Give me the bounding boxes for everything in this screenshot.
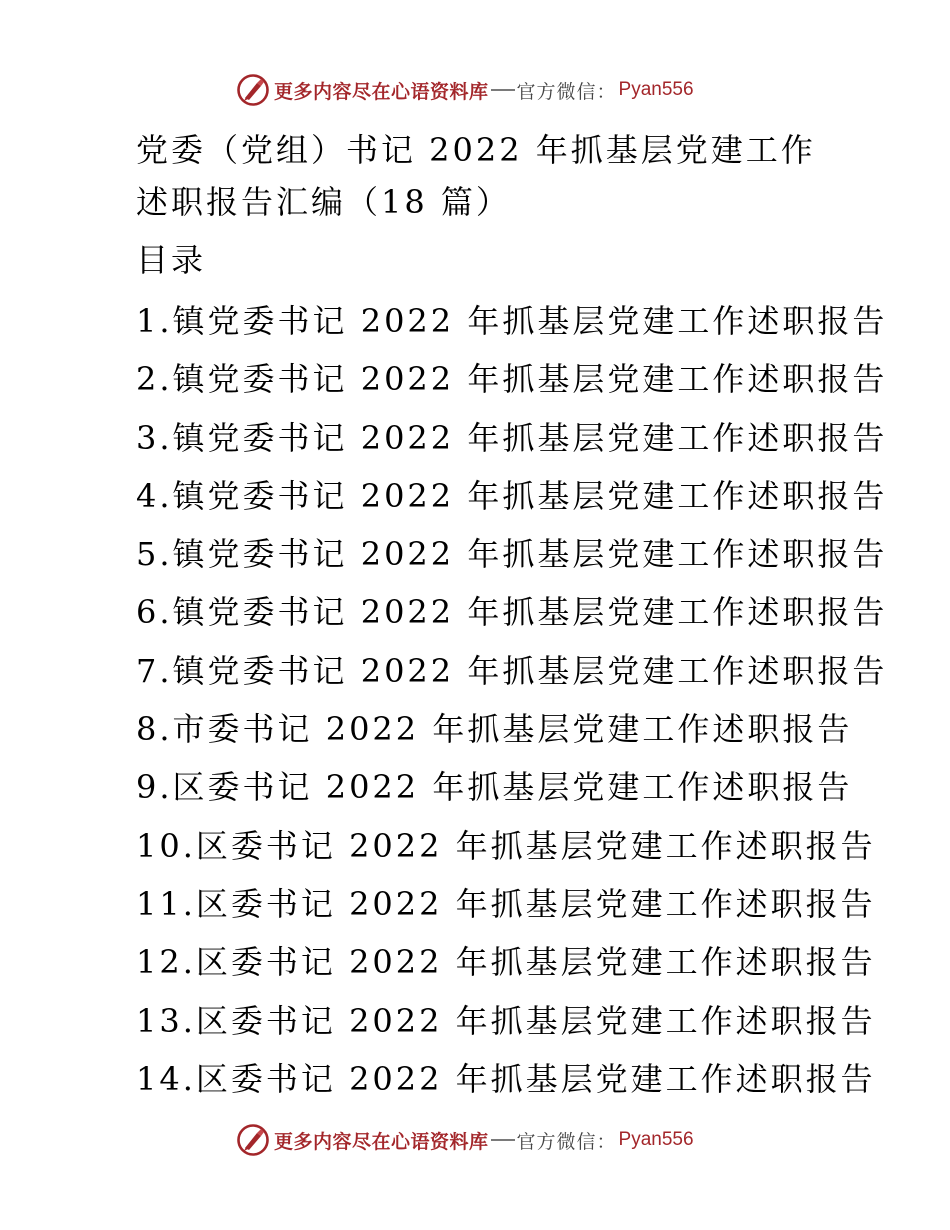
quill-logo-icon: [236, 1123, 270, 1157]
toc-item[interactable]: 12.区委书记 2022 年抓基层党建工作述职报告: [136, 943, 876, 982]
toc-item[interactable]: 5.镇党委书记 2022 年抓基层党建工作述职报告: [136, 535, 888, 574]
footer-watermark: [236, 1122, 694, 1158]
toc-heading: 目录: [136, 241, 207, 279]
toc-item[interactable]: 10.区委书记 2022 年抓基层党建工作述职报告: [136, 826, 876, 865]
watermark-text: 更多内容尽在心语资料库: [274, 80, 489, 103]
watermark-official-label: 官方微信：: [516, 1130, 617, 1153]
toc-item[interactable]: 11.区委书记 2022 年抓基层党建工作述职报告: [136, 884, 876, 923]
document-body: [136, 124, 936, 1108]
watermark-dash: [491, 1139, 515, 1141]
toc-item[interactable]: 13.区委书记 2022 年抓基层党建工作述职报告: [136, 1001, 876, 1040]
watermark-wechat-id: Pyan556: [618, 1129, 694, 1150]
document-title-line-2: 述职报告汇编（18 篇）: [136, 183, 511, 221]
quill-logo-icon: [236, 73, 270, 107]
header-watermark: [236, 72, 694, 108]
toc-item[interactable]: 4.镇党委书记 2022 年抓基层党建工作述职报告: [136, 476, 888, 515]
toc-item[interactable]: 1.镇党委书记 2022 年抓基层党建工作述职报告: [136, 302, 888, 340]
watermark-dash: [491, 89, 515, 91]
toc-item[interactable]: 8.市委书记 2022 年抓基层党建工作述职报告: [136, 710, 853, 749]
toc-item[interactable]: 14.区委书记 2022 年抓基层党建工作述职报告: [136, 1059, 876, 1098]
toc-item[interactable]: 3.镇党委书记 2022 年抓基层党建工作述职报告: [136, 418, 888, 457]
watermark-text: 更多内容尽在心语资料库: [274, 1130, 489, 1153]
watermark-wechat-id: Pyan556: [618, 79, 694, 100]
toc-item[interactable]: 2.镇党委书记 2022 年抓基层党建工作述职报告: [136, 360, 888, 399]
document-title-line-1: 党委（党组）书记 2022 年抓基层党建工作: [136, 131, 816, 169]
toc-item[interactable]: 9.区委书记 2022 年抓基层党建工作述职报告: [136, 768, 853, 807]
toc-list: [136, 292, 936, 1108]
toc-item[interactable]: 7.镇党委书记 2022 年抓基层党建工作述职报告: [136, 651, 888, 690]
toc-item[interactable]: 6.镇党委书记 2022 年抓基层党建工作述职报告: [136, 593, 888, 632]
watermark-official-label: 官方微信：: [516, 80, 617, 103]
